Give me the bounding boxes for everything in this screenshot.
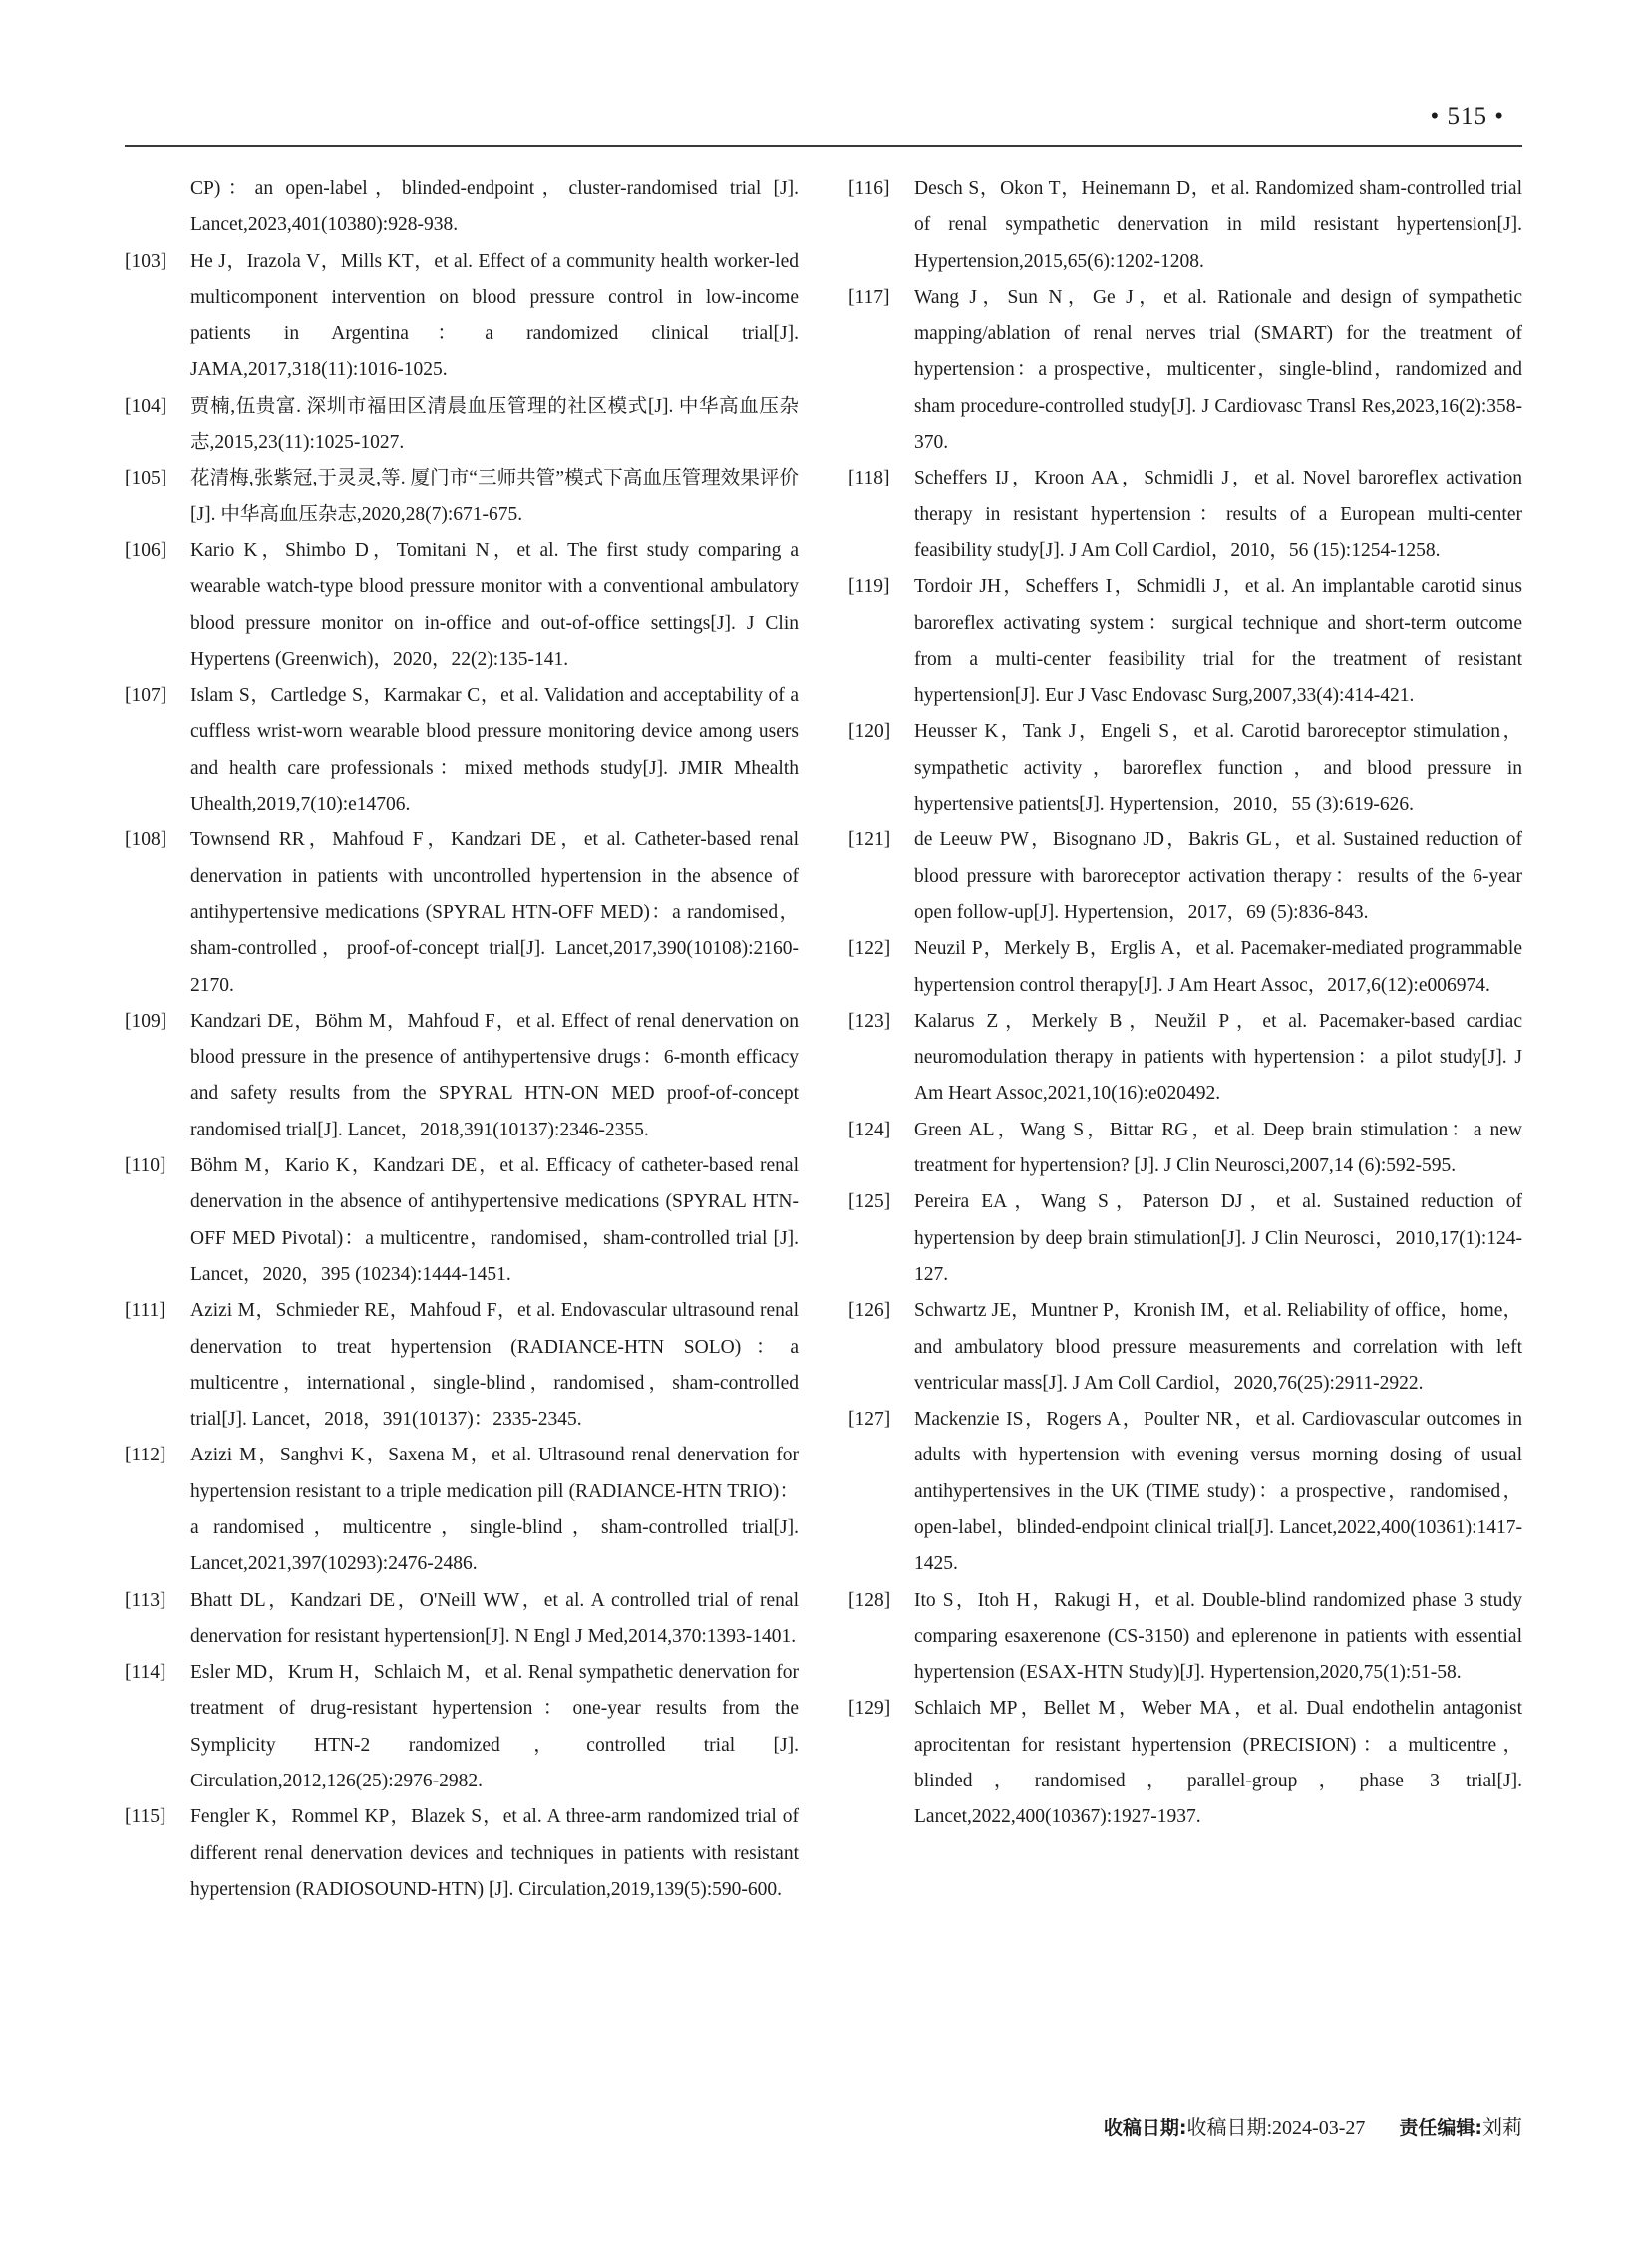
reference-number: [109] xyxy=(125,1010,167,1032)
reference-item xyxy=(125,533,799,678)
reference-text: Pereira EA，Wang S，Paterson DJ，et al. Sustained reduction of hypertension by deep brain stimulation[J]. J Clin Neurosci，2010,17(1):124-127. xyxy=(914,1191,1522,1285)
reference-number: [116] xyxy=(848,178,890,199)
reference-text: Mackenzie IS，Rogers A，Poulter NR，et al. Cardiovascular outcomes in adults with hypertension with evening versus morning dosing of usual antihypertensives in the UK (TIME study)：a prospective，randomised，open-label，blinded-endpoint clinical trial[J]. Lancet,2022,400(10361):1417-1425. xyxy=(914,1409,1523,1575)
manuscript-footer xyxy=(848,2111,1522,2145)
reference-number: [114] xyxy=(125,1662,166,1684)
reference-text: CP)：an open-label，blinded-endpoint，cluster-randomised trial [J]. Lancet,2023,401(10380):928-938. xyxy=(190,178,799,236)
reference-item xyxy=(848,280,1522,461)
reference-number: [110] xyxy=(125,1155,166,1177)
reference-text: Tordoir JH，Scheffers I，Schmidli J，et al. An implantable carotid sinus baroreflex activating system：surgical technique and short-term outcome from a multi-center feasibility trial for the treatment of resistant hypertension[J]. Eur J Vasc Endovasc Surg,2007,33(4):414-421. xyxy=(914,576,1522,707)
reference-text: 花清梅,张紫冠,于灵灵,等. 厦门市“三师共管”模式下高血压管理效果评价[J]. 中华高血压杂志,2020,28(7):671-675. xyxy=(190,468,799,525)
reference-text: Neuzil P，Merkely B，Erglis A，et al. Pacemaker-mediated programmable hypertension control therapy[J]. J Am Heart Assoc，2017,6(12):e006974. xyxy=(914,938,1522,996)
reference-text: de Leeuw PW，Bisognano JD，Bakris GL，et al. Sustained reduction of blood pressure with baroreceptor activation therapy：results of the 6-year open follow-up[J]. Hypertension，2017，69 (5):836-843. xyxy=(914,829,1522,923)
reference-number: [108] xyxy=(125,829,167,851)
reference-text: Böhm M，Kario K，Kandzari DE，et al. Efficacy of catheter-based renal denervation in the absence of antihypertensive medications (SPYRAL HTN-OFF MED Pivotal)：a multicentre，randomised，sham-controlled trial [J]. Lancet，2020，395 (10234):1444-1451. xyxy=(190,1155,799,1285)
reference-item xyxy=(125,389,799,462)
reference-text: Wang J，Sun N，Ge J，et al. Rationale and design of sympathetic mapping/ablation of renal nerves trial (SMART) for the treatment of hypertension：a prospective，multicenter，single-blind，randomized and sham procedure-controlled study[J]. J Cardiovasc Transl Res,2023,16(2):358-370. xyxy=(914,286,1522,454)
reference-item xyxy=(848,714,1522,822)
reference-item xyxy=(848,461,1522,569)
editor-label: 责任编辑: xyxy=(1399,2117,1482,2139)
reference-text: Kario K，Shimbo D，Tomitani N，et al. The first study comparing a wearable watch-type blood pressure monitor with a conventional ambulatory blood pressure monitor on in-office and out-of-office settings[J]. J Clin Hypertens (Greenwich)，2020，22(2):135-141. xyxy=(190,539,799,670)
reference-item xyxy=(125,171,799,244)
reference-number: [105] xyxy=(125,468,167,489)
reference-text: Bhatt DL，Kandzari DE，O'Neill WW，et al. A controlled trial of renal denervation for resistant hypertension[J]. N Engl J Med,2014,370:1393-1401. xyxy=(190,1589,799,1647)
reference-item xyxy=(125,461,799,533)
reference-item xyxy=(125,1583,799,1656)
reference-number: [104] xyxy=(125,395,167,417)
reference-item xyxy=(848,931,1522,1004)
reference-number: [121] xyxy=(848,829,891,851)
reference-item xyxy=(848,822,1522,931)
reference-item xyxy=(848,171,1522,280)
reference-text: Desch S，Okon T，Heinemann D，et al. Randomized sham-controlled trial of renal sympathetic denervation in mild resistant hypertension[J]. Hypertension,2015,65(6):1202-1208. xyxy=(914,178,1522,272)
reference-item xyxy=(125,678,799,822)
reference-item xyxy=(125,822,799,1003)
reference-item xyxy=(848,1583,1522,1692)
reference-text: Green AL，Wang S，Bittar RG，et al. Deep brain stimulation：a new treatment for hypertension? [J]. J Clin Neurosci,2007,14 (6):592-595. xyxy=(914,1119,1522,1177)
reference-number: [120] xyxy=(848,721,891,743)
reference-item xyxy=(125,1148,799,1293)
reference-number: [103] xyxy=(125,250,167,272)
reference-text: Ito S，Itoh H，Rakugi H，et al. Double-blind randomized phase 3 study comparing esaxerenone (CS-3150) and eplerenone in patients with essential hypertension (ESAX-HTN Study)[J]. Hypertension,2020,75(1):51-58. xyxy=(914,1589,1522,1684)
reference-text: Kandzari DE，Böhm M，Mahfoud F，et al. Effect of renal denervation on blood pressure in the presence of antihypertensive drugs：6-month efficacy and safety results from the SPYRAL HTN-ON MED proof-of-concept randomised trial[J]. Lancet，2018,391(10137):2346-2355. xyxy=(190,1010,799,1140)
received-date: 收稿日期:2024-03-27 xyxy=(1186,2117,1366,2139)
editor-name: 刘莉 xyxy=(1482,2117,1522,2139)
reference-text: He J，Irazola V，Mills KT，et al. Effect of a community health worker-led multicomponent intervention on blood pressure control in low-income patients in Argentina：a randomized clinical trial[J]. JAMA,2017,318(11):1016-1025. xyxy=(190,250,799,381)
reference-text: Azizi M，Schmieder RE，Mahfoud F，et al. Endovascular ultrasound renal denervation to treat hypertension (RADIANCE-HTN SOLO)：a multicentre，international，single-blind，randomised，sham-controlled trial[J]. Lancet，2018，391(10137)：2335-2345. xyxy=(190,1300,799,1431)
right-reference-column xyxy=(848,171,1522,1836)
reference-item xyxy=(125,244,799,389)
reference-item xyxy=(848,1004,1522,1113)
reference-item xyxy=(848,1691,1522,1835)
reference-text: Islam S，Cartledge S，Karmakar C，et al. Validation and acceptability of a cuffless wrist-worn wearable blood pressure monitoring device among users and health care professionals：mixed methods study[J]. JMIR Mhealth Uhealth,2019,7(10):e14706. xyxy=(190,685,799,815)
reference-number: [119] xyxy=(848,576,890,598)
reference-number: [122] xyxy=(848,938,891,960)
reference-number: [118] xyxy=(848,468,890,489)
reference-item xyxy=(848,1113,1522,1185)
reference-item xyxy=(848,569,1522,714)
reference-item xyxy=(848,1293,1522,1402)
reference-text: Heusser K，Tank J，Engeli S，et al. Carotid baroreceptor stimulation，sympathetic activity，baroreflex function，and blood pressure in hypertensive patients[J]. Hypertension，2010，55 (3):619-626. xyxy=(914,721,1522,815)
reference-item xyxy=(848,1184,1522,1293)
page-header xyxy=(125,95,1522,147)
reference-number: [125] xyxy=(848,1191,891,1213)
reference-number: [128] xyxy=(848,1589,891,1611)
reference-text: Azizi M，Sanghvi K，Saxena M，et al. Ultrasound renal denervation for hypertension resistant to a triple medication pill (RADIANCE-HTN TRIO)：a randomised，multicentre，single-blind，sham-controlled trial[J]. Lancet,2021,397(10293):2476-2486. xyxy=(190,1445,799,1575)
reference-number: [117] xyxy=(848,286,890,308)
reference-item xyxy=(125,1004,799,1148)
reference-number: [123] xyxy=(848,1010,891,1032)
reference-text: Kalarus Z，Merkely B，Neužil P，et al. Pacemaker-based cardiac neuromodulation therapy in patients with hypertension：a pilot study[J]. J Am Heart Assoc,2021,10(16):e020492. xyxy=(914,1010,1522,1105)
page-number: • 515 • xyxy=(1430,103,1504,130)
reference-text: 贾楠,伍贵富. 深圳市福田区清晨血压管理的社区模式[J]. 中华高血压杂志,2015,23(11):1025-1027. xyxy=(190,395,799,454)
reference-text: Schlaich MP，Bellet M，Weber MA，et al. Dual endothelin antagonist aprocitentan for resistant hypertension (PRECISION)：a multicentre，blinded，randomised，parallel-group，phase 3 trial[J]. Lancet,2022,400(10367):1927-1937. xyxy=(914,1698,1522,1828)
reference-text: Scheffers IJ，Kroon AA，Schmidli J，et al. Novel baroreflex activation therapy in resistant hypertension：results of a European multi-center feasibility study[J]. J Am Coll Cardiol，2010，56 (15):1254-1258. xyxy=(914,468,1522,561)
received-label: 收稿日期: xyxy=(1103,2117,1187,2139)
reference-number: [126] xyxy=(848,1300,891,1322)
reference-number: [115] xyxy=(125,1806,166,1828)
reference-item xyxy=(125,1655,799,1799)
reference-number: [129] xyxy=(848,1698,891,1720)
reference-text: Esler MD，Krum H，Schlaich M，et al. Renal sympathetic denervation for treatment of drug-resistant hypertension：one-year results from the Symplicity HTN-2 randomized，controlled trial [J]. Circulation,2012,126(25):2976-2982. xyxy=(190,1662,799,1792)
reference-item xyxy=(848,1402,1522,1582)
reference-item xyxy=(125,1799,799,1908)
reference-number: [112] xyxy=(125,1445,166,1466)
reference-item xyxy=(125,1293,799,1438)
reference-text: Townsend RR，Mahfoud F，Kandzari DE，et al. Catheter-based renal denervation in patients with uncontrolled hypertension in the absence of antihypertensive medications (SPYRAL HTN-OFF MED)：a randomised，sham-controlled，proof-of-concept trial[J]. Lancet,2017,390(10108):2160-2170. xyxy=(190,829,799,996)
reference-item xyxy=(125,1438,799,1582)
reference-text: Schwartz JE，Muntner P，Kronish IM，et al. Reliability of office，home，and ambulatory blood pressure measurements and correlation with left ventricular mass[J]. J Am Coll Cardiol，2020,76(25):2911-2922. xyxy=(914,1300,1522,1394)
left-reference-column xyxy=(125,171,799,1908)
reference-number: [106] xyxy=(125,539,167,561)
reference-number: [124] xyxy=(848,1119,891,1140)
reference-number: [107] xyxy=(125,685,167,707)
reference-number: [113] xyxy=(125,1589,166,1611)
reference-number: [111] xyxy=(125,1300,165,1322)
reference-number: [127] xyxy=(848,1409,891,1431)
reference-text: Fengler K，Rommel KP，Blazek S，et al. A three-arm randomized trial of different renal denervation devices and techniques in patients with resistant hypertension (RADIOSOUND-HTN) [J]. Circulation,2019,139(5):590-600. xyxy=(190,1806,799,1900)
